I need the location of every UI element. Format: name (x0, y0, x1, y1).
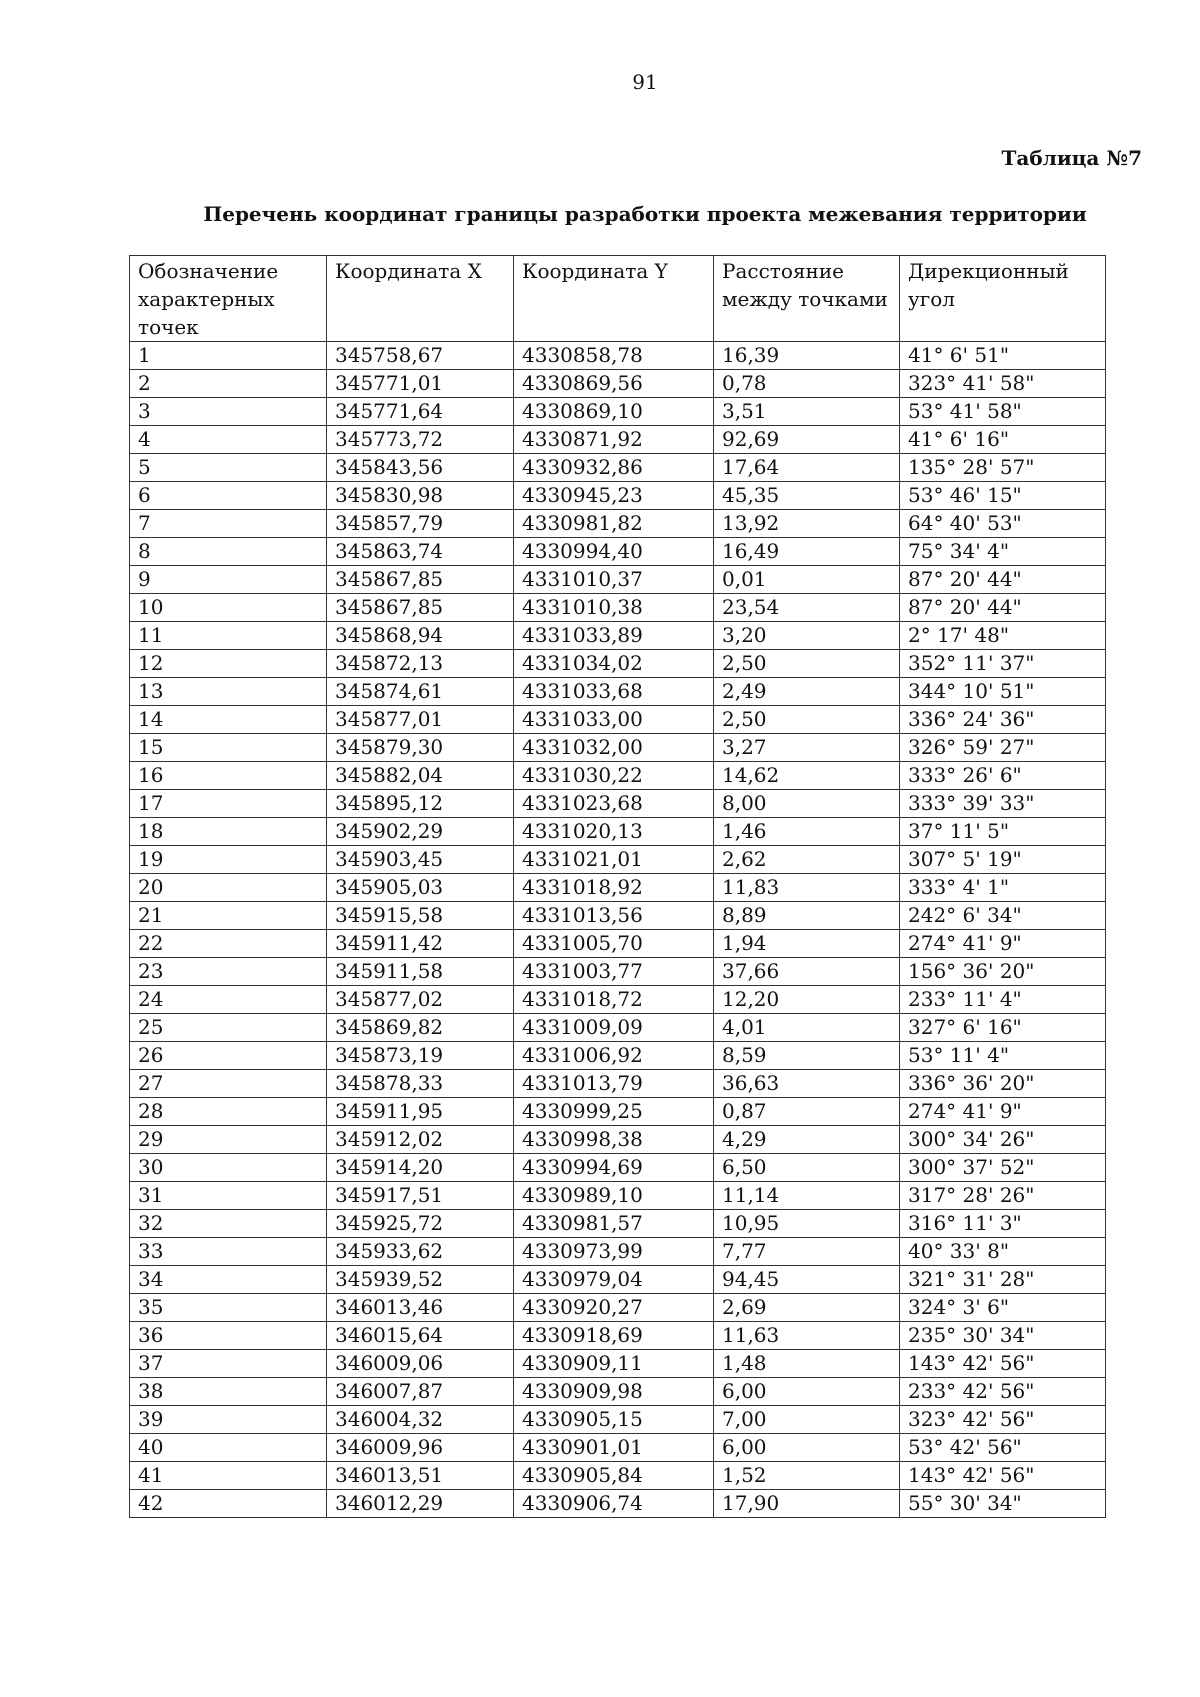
bearing-angle-cell: 242° 6' 34" (900, 902, 1106, 930)
bearing-angle-cell: 55° 30' 34" (900, 1490, 1106, 1518)
point-number-cell: 29 (130, 1126, 327, 1154)
coordinate-x-cell: 345830,98 (327, 482, 514, 510)
coordinate-y-cell: 4330989,10 (514, 1182, 714, 1210)
point-number-cell: 38 (130, 1378, 327, 1406)
coordinate-x-cell: 345911,58 (327, 958, 514, 986)
coordinate-x-cell: 345843,56 (327, 454, 514, 482)
coordinate-x-cell: 345868,94 (327, 622, 514, 650)
coordinate-x-cell: 345758,67 (327, 342, 514, 370)
coordinate-x-cell: 346012,29 (327, 1490, 514, 1518)
coordinate-x-cell: 346004,32 (327, 1406, 514, 1434)
distance-cell: 4,29 (714, 1126, 900, 1154)
coordinate-y-cell: 4330994,40 (514, 538, 714, 566)
table-row (130, 1238, 1106, 1266)
point-number-cell: 1 (130, 342, 327, 370)
distance-cell: 7,00 (714, 1406, 900, 1434)
table-row (130, 650, 1106, 678)
bearing-angle-cell: 274° 41' 9" (900, 1098, 1106, 1126)
distance-cell: 45,35 (714, 482, 900, 510)
bearing-angle-cell: 321° 31' 28" (900, 1266, 1106, 1294)
table-row (130, 874, 1106, 902)
table-row (130, 1266, 1106, 1294)
point-number-cell: 12 (130, 650, 327, 678)
coordinate-y-cell: 4330932,86 (514, 454, 714, 482)
table-row (130, 1406, 1106, 1434)
coordinate-y-cell: 4331018,72 (514, 986, 714, 1014)
table-row (130, 1294, 1106, 1322)
table-row (130, 510, 1106, 538)
table-row (130, 818, 1106, 846)
point-number-cell: 18 (130, 818, 327, 846)
coordinate-x-cell: 345773,72 (327, 426, 514, 454)
coordinate-y-cell: 4330973,99 (514, 1238, 714, 1266)
bearing-angle-cell: 53° 41' 58" (900, 398, 1106, 426)
coordinate-x-cell: 345902,29 (327, 818, 514, 846)
table-row (130, 482, 1106, 510)
bearing-angle-cell: 87° 20' 44" (900, 566, 1106, 594)
bearing-angle-cell: 87° 20' 44" (900, 594, 1106, 622)
bearing-angle-cell: 53° 42' 56" (900, 1434, 1106, 1462)
distance-cell: 6,00 (714, 1378, 900, 1406)
coordinate-y-cell: 4330920,27 (514, 1294, 714, 1322)
point-number-cell: 15 (130, 734, 327, 762)
coordinate-x-cell: 345917,51 (327, 1182, 514, 1210)
point-number-cell: 32 (130, 1210, 327, 1238)
coordinate-x-cell: 345911,95 (327, 1098, 514, 1126)
table-row (130, 1210, 1106, 1238)
table-body (130, 342, 1106, 1518)
distance-cell: 11,14 (714, 1182, 900, 1210)
coordinate-x-cell: 345874,61 (327, 678, 514, 706)
table-row (130, 1126, 1106, 1154)
coordinates-table (129, 255, 1106, 1518)
distance-cell: 3,20 (714, 622, 900, 650)
table-row (130, 594, 1106, 622)
coordinate-y-cell: 4331033,89 (514, 622, 714, 650)
bearing-angle-cell: 41° 6' 16" (900, 426, 1106, 454)
coordinate-x-cell: 346013,46 (327, 1294, 514, 1322)
bearing-angle-cell: 53° 46' 15" (900, 482, 1106, 510)
coordinate-x-cell: 345873,19 (327, 1042, 514, 1070)
coordinate-y-cell: 4331009,09 (514, 1014, 714, 1042)
table-row (130, 958, 1106, 986)
bearing-angle-cell: 64° 40' 53" (900, 510, 1106, 538)
distance-cell: 17,90 (714, 1490, 900, 1518)
coordinate-y-cell: 4330871,92 (514, 426, 714, 454)
coordinate-y-cell: 4331030,22 (514, 762, 714, 790)
table-row (130, 370, 1106, 398)
bearing-angle-cell: 2° 17' 48" (900, 622, 1106, 650)
coordinate-y-cell: 4331010,37 (514, 566, 714, 594)
coordinate-x-cell: 345933,62 (327, 1238, 514, 1266)
coordinate-x-cell: 345869,82 (327, 1014, 514, 1042)
point-number-cell: 30 (130, 1154, 327, 1182)
point-number-cell: 9 (130, 566, 327, 594)
coordinate-x-cell: 345857,79 (327, 510, 514, 538)
distance-cell: 2,69 (714, 1294, 900, 1322)
point-number-cell: 6 (130, 482, 327, 510)
coordinate-x-cell: 345867,85 (327, 594, 514, 622)
header-coordinate-x: Координата X (327, 256, 514, 342)
coordinate-y-cell: 4331018,92 (514, 874, 714, 902)
coordinate-y-cell: 4330869,56 (514, 370, 714, 398)
point-number-cell: 40 (130, 1434, 327, 1462)
point-number-cell: 27 (130, 1070, 327, 1098)
point-number-cell: 14 (130, 706, 327, 734)
point-number-cell: 19 (130, 846, 327, 874)
distance-cell: 0,01 (714, 566, 900, 594)
bearing-angle-cell: 41° 6' 51" (900, 342, 1106, 370)
coordinate-y-cell: 4331033,68 (514, 678, 714, 706)
bearing-angle-cell: 336° 36' 20" (900, 1070, 1106, 1098)
bearing-angle-cell: 300° 34' 26" (900, 1126, 1106, 1154)
point-number-cell: 34 (130, 1266, 327, 1294)
bearing-angle-cell: 274° 41' 9" (900, 930, 1106, 958)
point-number-cell: 35 (130, 1294, 327, 1322)
bearing-angle-cell: 75° 34' 4" (900, 538, 1106, 566)
bearing-angle-cell: 333° 4' 1" (900, 874, 1106, 902)
point-number-cell: 28 (130, 1098, 327, 1126)
coordinate-x-cell: 345867,85 (327, 566, 514, 594)
coordinate-y-cell: 4331023,68 (514, 790, 714, 818)
coordinate-x-cell: 345914,20 (327, 1154, 514, 1182)
coordinate-x-cell: 345879,30 (327, 734, 514, 762)
table-row (130, 342, 1106, 370)
bearing-angle-cell: 344° 10' 51" (900, 678, 1106, 706)
coordinate-y-cell: 4331003,77 (514, 958, 714, 986)
distance-cell: 23,54 (714, 594, 900, 622)
point-number-cell: 23 (130, 958, 327, 986)
coordinate-y-cell: 4330979,04 (514, 1266, 714, 1294)
table-row (130, 790, 1106, 818)
bearing-angle-cell: 333° 26' 6" (900, 762, 1106, 790)
bearing-angle-cell: 323° 42' 56" (900, 1406, 1106, 1434)
header-coordinate-y: Координата Y (514, 256, 714, 342)
point-number-cell: 16 (130, 762, 327, 790)
coordinate-x-cell: 345915,58 (327, 902, 514, 930)
table-row (130, 538, 1106, 566)
point-number-cell: 21 (130, 902, 327, 930)
point-number-cell: 4 (130, 426, 327, 454)
table-row (130, 986, 1106, 1014)
distance-cell: 13,92 (714, 510, 900, 538)
distance-cell: 0,78 (714, 370, 900, 398)
distance-cell: 4,01 (714, 1014, 900, 1042)
table-row (130, 398, 1106, 426)
point-number-cell: 2 (130, 370, 327, 398)
coordinate-y-cell: 4330918,69 (514, 1322, 714, 1350)
coordinate-y-cell: 4330999,25 (514, 1098, 714, 1126)
bearing-angle-cell: 323° 41' 58" (900, 370, 1106, 398)
table-row (130, 930, 1106, 958)
table-row (130, 1434, 1106, 1462)
coordinate-x-cell: 346015,64 (327, 1322, 514, 1350)
distance-cell: 1,48 (714, 1350, 900, 1378)
distance-cell: 1,46 (714, 818, 900, 846)
point-number-cell: 3 (130, 398, 327, 426)
coordinate-y-cell: 4330858,78 (514, 342, 714, 370)
coordinate-x-cell: 345878,33 (327, 1070, 514, 1098)
distance-cell: 92,69 (714, 426, 900, 454)
table-row (130, 734, 1106, 762)
distance-cell: 0,87 (714, 1098, 900, 1126)
distance-cell: 14,62 (714, 762, 900, 790)
bearing-angle-cell: 143° 42' 56" (900, 1462, 1106, 1490)
coordinate-x-cell: 345903,45 (327, 846, 514, 874)
coordinate-x-cell: 346013,51 (327, 1462, 514, 1490)
bearing-angle-cell: 156° 36' 20" (900, 958, 1106, 986)
distance-cell: 8,00 (714, 790, 900, 818)
distance-cell: 8,59 (714, 1042, 900, 1070)
distance-cell: 12,20 (714, 986, 900, 1014)
point-number-cell: 33 (130, 1238, 327, 1266)
coordinate-y-cell: 4331032,00 (514, 734, 714, 762)
distance-cell: 7,77 (714, 1238, 900, 1266)
coordinate-x-cell: 345877,02 (327, 986, 514, 1014)
coordinate-x-cell: 346007,87 (327, 1378, 514, 1406)
table-row (130, 1462, 1106, 1490)
coordinate-y-cell: 4330945,23 (514, 482, 714, 510)
bearing-angle-cell: 326° 59' 27" (900, 734, 1106, 762)
coordinate-y-cell: 4331010,38 (514, 594, 714, 622)
bearing-angle-cell: 300° 37' 52" (900, 1154, 1106, 1182)
distance-cell: 11,63 (714, 1322, 900, 1350)
table-row (130, 566, 1106, 594)
coordinate-y-cell: 4330905,15 (514, 1406, 714, 1434)
point-number-cell: 31 (130, 1182, 327, 1210)
coordinate-y-cell: 4331005,70 (514, 930, 714, 958)
coordinate-x-cell: 345939,52 (327, 1266, 514, 1294)
coordinate-x-cell: 345895,12 (327, 790, 514, 818)
page-number: 91 (632, 70, 658, 94)
header-distance: Расстояние между точками (714, 256, 900, 342)
coordinate-x-cell: 345912,02 (327, 1126, 514, 1154)
distance-cell: 1,94 (714, 930, 900, 958)
table-header (130, 256, 1106, 342)
bearing-angle-cell: 143° 42' 56" (900, 1350, 1106, 1378)
coordinate-y-cell: 4331021,01 (514, 846, 714, 874)
distance-cell: 2,50 (714, 650, 900, 678)
table-row (130, 1042, 1106, 1070)
table-row (130, 622, 1106, 650)
table-row (130, 1490, 1106, 1518)
distance-cell: 17,64 (714, 454, 900, 482)
point-number-cell: 20 (130, 874, 327, 902)
coordinate-y-cell: 4330998,38 (514, 1126, 714, 1154)
point-number-cell: 11 (130, 622, 327, 650)
coordinate-x-cell: 345771,64 (327, 398, 514, 426)
bearing-angle-cell: 40° 33' 8" (900, 1238, 1106, 1266)
table-row (130, 454, 1106, 482)
coordinate-y-cell: 4330981,82 (514, 510, 714, 538)
table-row (130, 846, 1106, 874)
table-row (130, 1070, 1106, 1098)
distance-cell: 1,52 (714, 1462, 900, 1490)
bearing-angle-cell: 53° 11' 4" (900, 1042, 1106, 1070)
bearing-angle-cell: 37° 11' 5" (900, 818, 1106, 846)
coordinate-y-cell: 4330909,98 (514, 1378, 714, 1406)
distance-cell: 2,49 (714, 678, 900, 706)
coordinate-y-cell: 4330901,01 (514, 1434, 714, 1462)
table-row (130, 678, 1106, 706)
table-row (130, 1350, 1106, 1378)
bearing-angle-cell: 333° 39' 33" (900, 790, 1106, 818)
point-number-cell: 39 (130, 1406, 327, 1434)
coordinate-y-cell: 4330905,84 (514, 1462, 714, 1490)
point-number-cell: 8 (130, 538, 327, 566)
coordinate-x-cell: 345882,04 (327, 762, 514, 790)
bearing-angle-cell: 324° 3' 6" (900, 1294, 1106, 1322)
coordinate-y-cell: 4330869,10 (514, 398, 714, 426)
distance-cell: 3,51 (714, 398, 900, 426)
bearing-angle-cell: 135° 28' 57" (900, 454, 1106, 482)
point-number-cell: 42 (130, 1490, 327, 1518)
coordinate-x-cell: 345911,42 (327, 930, 514, 958)
table-row (130, 902, 1106, 930)
distance-cell: 2,62 (714, 846, 900, 874)
distance-cell: 36,63 (714, 1070, 900, 1098)
bearing-angle-cell: 233° 11' 4" (900, 986, 1106, 1014)
header-row (130, 256, 1106, 342)
point-number-cell: 36 (130, 1322, 327, 1350)
distance-cell: 8,89 (714, 902, 900, 930)
distance-cell: 2,50 (714, 706, 900, 734)
table-row (130, 1154, 1106, 1182)
distance-cell: 16,39 (714, 342, 900, 370)
coordinate-y-cell: 4331013,56 (514, 902, 714, 930)
coordinate-y-cell: 4330981,57 (514, 1210, 714, 1238)
coordinate-x-cell: 346009,06 (327, 1350, 514, 1378)
table-row (130, 1098, 1106, 1126)
coordinate-x-cell: 345863,74 (327, 538, 514, 566)
point-number-cell: 13 (130, 678, 327, 706)
table-row (130, 762, 1106, 790)
bearing-angle-cell: 336° 24' 36" (900, 706, 1106, 734)
distance-cell: 16,49 (714, 538, 900, 566)
table-row (130, 426, 1106, 454)
point-number-cell: 10 (130, 594, 327, 622)
bearing-angle-cell: 233° 42' 56" (900, 1378, 1106, 1406)
point-number-cell: 25 (130, 1014, 327, 1042)
coordinate-x-cell: 345925,72 (327, 1210, 514, 1238)
header-point-designation: Обозначение характерных точек (130, 256, 327, 342)
bearing-angle-cell: 316° 11' 3" (900, 1210, 1106, 1238)
coordinate-y-cell: 4330994,69 (514, 1154, 714, 1182)
table-row (130, 1014, 1106, 1042)
point-number-cell: 17 (130, 790, 327, 818)
table-label: Таблица №7 (1001, 146, 1142, 170)
coordinate-x-cell: 345771,01 (327, 370, 514, 398)
point-number-cell: 37 (130, 1350, 327, 1378)
table-row (130, 706, 1106, 734)
bearing-angle-cell: 235° 30' 34" (900, 1322, 1106, 1350)
coordinate-y-cell: 4330906,74 (514, 1490, 714, 1518)
distance-cell: 94,45 (714, 1266, 900, 1294)
coordinate-y-cell: 4331006,92 (514, 1042, 714, 1070)
distance-cell: 3,27 (714, 734, 900, 762)
point-number-cell: 5 (130, 454, 327, 482)
bearing-angle-cell: 317° 28' 26" (900, 1182, 1106, 1210)
coordinate-y-cell: 4331020,13 (514, 818, 714, 846)
coordinate-x-cell: 346009,96 (327, 1434, 514, 1462)
distance-cell: 10,95 (714, 1210, 900, 1238)
bearing-angle-cell: 352° 11' 37" (900, 650, 1106, 678)
header-bearing-angle: Дирекционный угол (900, 256, 1106, 342)
table-row (130, 1378, 1106, 1406)
bearing-angle-cell: 307° 5' 19" (900, 846, 1106, 874)
bearing-angle-cell: 327° 6' 16" (900, 1014, 1106, 1042)
point-number-cell: 26 (130, 1042, 327, 1070)
document-title: Перечень координат границы разработки проекта межевания территории (203, 202, 1087, 226)
point-number-cell: 7 (130, 510, 327, 538)
distance-cell: 6,00 (714, 1434, 900, 1462)
distance-cell: 37,66 (714, 958, 900, 986)
distance-cell: 11,83 (714, 874, 900, 902)
coordinate-y-cell: 4331034,02 (514, 650, 714, 678)
coordinate-x-cell: 345877,01 (327, 706, 514, 734)
distance-cell: 6,50 (714, 1154, 900, 1182)
coordinate-x-cell: 345872,13 (327, 650, 514, 678)
coordinate-y-cell: 4331013,79 (514, 1070, 714, 1098)
table-row (130, 1322, 1106, 1350)
point-number-cell: 41 (130, 1462, 327, 1490)
coordinate-y-cell: 4330909,11 (514, 1350, 714, 1378)
point-number-cell: 22 (130, 930, 327, 958)
point-number-cell: 24 (130, 986, 327, 1014)
coordinate-x-cell: 345905,03 (327, 874, 514, 902)
coordinate-y-cell: 4331033,00 (514, 706, 714, 734)
table-row (130, 1182, 1106, 1210)
